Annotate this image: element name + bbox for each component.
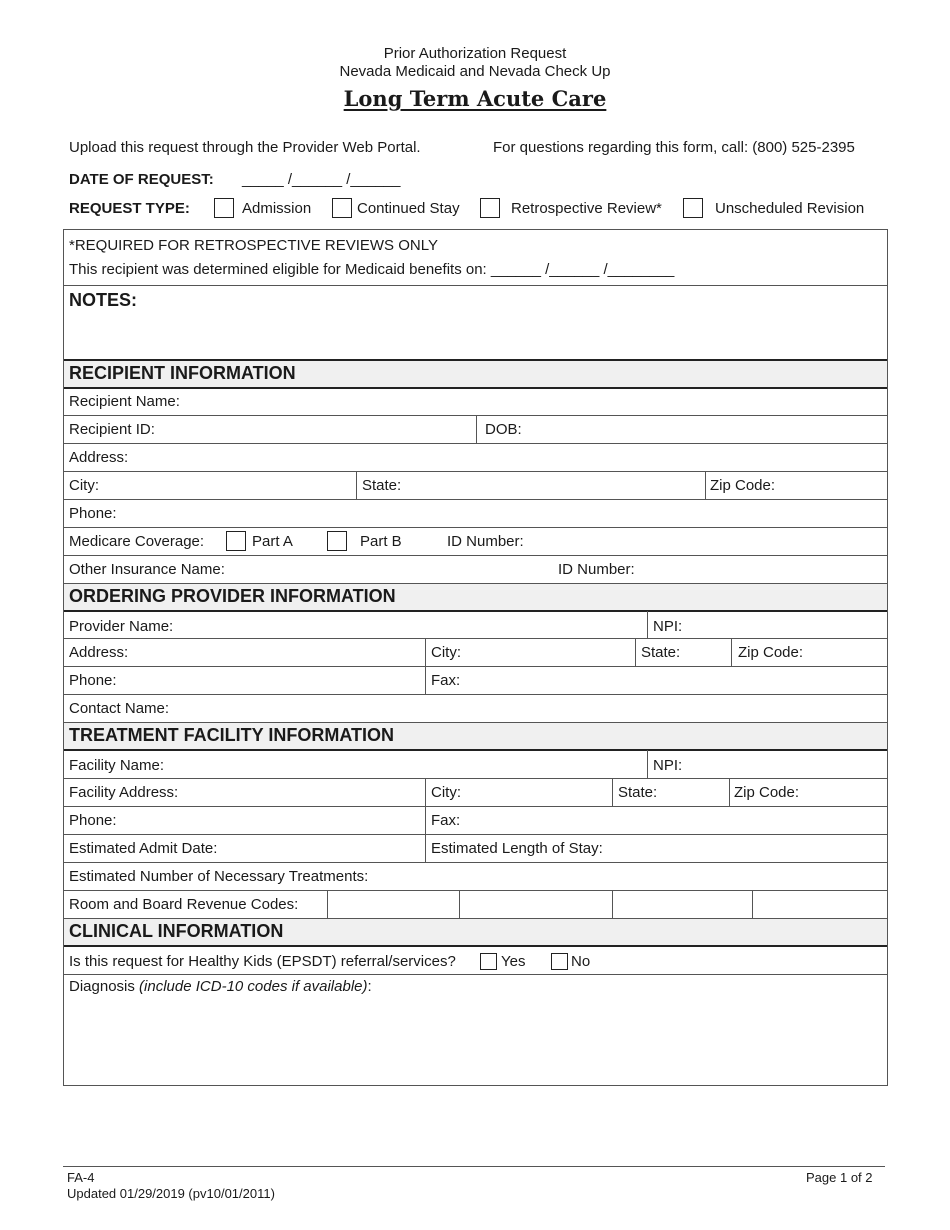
- retro-eligibility-field[interactable]: This recipient was determined eligible for Medicaid benefits on: ______ /______ /________: [69, 261, 675, 278]
- unscheduled-revision-label: Unscheduled Revision: [715, 200, 865, 217]
- divider: [64, 749, 887, 751]
- divider: [64, 666, 887, 667]
- facility-zip-field[interactable]: Zip Code:: [734, 784, 800, 801]
- divider: [64, 638, 887, 639]
- facility-phone-field[interactable]: Phone:: [69, 812, 117, 829]
- form-table: [63, 229, 888, 1086]
- recipient-address-field[interactable]: Address:: [69, 449, 129, 466]
- date-of-request-label: DATE OF REQUEST:: [69, 171, 214, 188]
- facility-name-field[interactable]: Facility Name:: [69, 757, 165, 774]
- medicare-coverage-label: Medicare Coverage:: [69, 533, 205, 550]
- epsdt-question: Is this request for Healthy Kids (EPSDT) referral/services?: [69, 953, 456, 970]
- diagnosis-field[interactable]: [64, 998, 887, 1084]
- part-b-label: Part B: [360, 533, 402, 550]
- divider: [64, 387, 887, 389]
- part-a-checkbox[interactable]: [226, 531, 246, 551]
- divider: [64, 862, 887, 863]
- diagnosis-label: [69, 978, 372, 995]
- page-title: Long Term Acute Care: [343, 86, 607, 111]
- divider: [64, 285, 887, 286]
- clinical-section-title: CLINICAL INFORMATION: [69, 921, 284, 941]
- revenue-code-field-4[interactable]: [753, 891, 886, 918]
- request-type-label: REQUEST TYPE:: [69, 200, 190, 217]
- medicare-id-number-field[interactable]: ID Number:: [447, 533, 524, 550]
- retrospective-review-checkbox[interactable]: [480, 198, 500, 218]
- diagnosis-label-text: Diagnosis: [69, 978, 140, 995]
- divider: [731, 638, 732, 666]
- divider: [425, 778, 426, 862]
- revenue-code-field-2[interactable]: [460, 891, 612, 918]
- divider: [64, 527, 887, 528]
- divider: [705, 471, 706, 499]
- date-of-request-field[interactable]: _____ /______ /______: [242, 171, 401, 188]
- part-a-label: Part A: [252, 533, 293, 550]
- ordering-section-title: ORDERING PROVIDER INFORMATION: [69, 586, 396, 606]
- part-b-checkbox[interactable]: [327, 531, 347, 551]
- provider-address-field[interactable]: Address:: [69, 644, 129, 661]
- divider: [64, 443, 887, 444]
- divider: [647, 750, 648, 778]
- divider: [64, 806, 887, 807]
- continued-stay-label: Continued Stay: [357, 200, 460, 217]
- revenue-code-field-1[interactable]: [328, 891, 458, 918]
- divider: [64, 974, 887, 975]
- recipient-name-field[interactable]: Recipient Name:: [69, 393, 180, 410]
- epsdt-no-checkbox[interactable]: [551, 953, 568, 970]
- admit-date-field[interactable]: Estimated Admit Date:: [69, 840, 218, 857]
- recipient-section-title: RECIPIENT INFORMATION: [69, 363, 296, 383]
- form-subtitle-line1: Prior Authorization Request: [383, 45, 567, 62]
- recipient-city-field[interactable]: City:: [69, 477, 99, 494]
- facility-section-title: TREATMENT FACILITY INFORMATION: [69, 725, 394, 745]
- provider-state-field[interactable]: State:: [641, 644, 681, 661]
- contact-name-field[interactable]: Contact Name:: [69, 700, 170, 717]
- divider: [64, 945, 887, 947]
- unscheduled-revision-checkbox[interactable]: [683, 198, 703, 218]
- length-of-stay-field[interactable]: Estimated Length of Stay:: [431, 840, 603, 857]
- continued-stay-checkbox[interactable]: [332, 198, 352, 218]
- form-id: FA-4: [67, 1170, 95, 1185]
- divider: [64, 694, 887, 695]
- other-insurance-id-field[interactable]: ID Number:: [558, 561, 635, 578]
- divider: [64, 583, 887, 584]
- retrospective-review-label: Retrospective Review*: [511, 200, 662, 217]
- provider-phone-field[interactable]: Phone:: [69, 672, 117, 689]
- facility-address-field[interactable]: Facility Address:: [69, 784, 179, 801]
- divider: [635, 638, 636, 666]
- divider: [64, 555, 887, 556]
- divider: [64, 918, 887, 919]
- notes-label: NOTES:: [69, 290, 138, 310]
- provider-city-field[interactable]: City:: [431, 644, 461, 661]
- page-number: Page 1 of 2: [806, 1170, 873, 1185]
- provider-npi-field[interactable]: NPI:: [653, 618, 683, 635]
- divider: [64, 834, 887, 835]
- admission-label: Admission: [242, 200, 312, 217]
- facility-state-field[interactable]: State:: [618, 784, 658, 801]
- revenue-code-field-3[interactable]: [613, 891, 751, 918]
- recipient-phone-field[interactable]: Phone:: [69, 505, 117, 522]
- footer-divider: [63, 1166, 885, 1167]
- divider: [64, 499, 887, 500]
- epsdt-yes-checkbox[interactable]: [480, 953, 497, 970]
- form-subtitle-line2: Nevada Medicaid and Nevada Check Up: [339, 63, 611, 80]
- divider: [64, 610, 887, 612]
- recipient-state-field[interactable]: State:: [362, 477, 402, 494]
- revenue-codes-label: Room and Board Revenue Codes:: [69, 896, 299, 913]
- divider: [64, 359, 887, 361]
- dob-field[interactable]: DOB:: [485, 421, 522, 438]
- divider: [64, 778, 887, 779]
- divider: [612, 778, 613, 806]
- divider: [356, 471, 357, 499]
- epsdt-no-label: No: [571, 953, 591, 970]
- admission-checkbox[interactable]: [214, 198, 234, 218]
- epsdt-yes-label: Yes: [501, 953, 526, 970]
- other-insurance-field[interactable]: Other Insurance Name:: [69, 561, 225, 578]
- divider: [476, 415, 477, 443]
- provider-zip-field[interactable]: Zip Code:: [738, 644, 804, 661]
- recipient-id-field[interactable]: Recipient ID:: [69, 421, 155, 438]
- upload-instructions: Upload this request through the Provider Web Portal.: [69, 139, 421, 156]
- facility-npi-field[interactable]: NPI:: [653, 757, 683, 774]
- questions-phone: For questions regarding this form, call: (800) 525-2395: [493, 139, 855, 156]
- provider-name-field[interactable]: Provider Name:: [69, 618, 174, 635]
- recipient-zip-field[interactable]: Zip Code:: [710, 477, 776, 494]
- diagnosis-colon: :: [367, 978, 372, 995]
- divider: [647, 611, 648, 639]
- num-treatments-field[interactable]: Estimated Number of Necessary Treatments:: [69, 868, 369, 885]
- provider-fax-field[interactable]: Fax:: [431, 672, 461, 689]
- facility-city-field[interactable]: City:: [431, 784, 461, 801]
- diagnosis-hint: (include ICD-10 codes if available): [139, 978, 368, 995]
- form-updated-date: Updated 01/29/2019 (pv10/01/2011): [67, 1186, 275, 1201]
- divider: [64, 471, 887, 472]
- facility-fax-field[interactable]: Fax:: [431, 812, 461, 829]
- divider: [64, 722, 887, 723]
- divider: [729, 778, 730, 806]
- retro-heading: *REQUIRED FOR RETROSPECTIVE REVIEWS ONLY: [69, 237, 438, 254]
- notes-field[interactable]: [64, 308, 887, 358]
